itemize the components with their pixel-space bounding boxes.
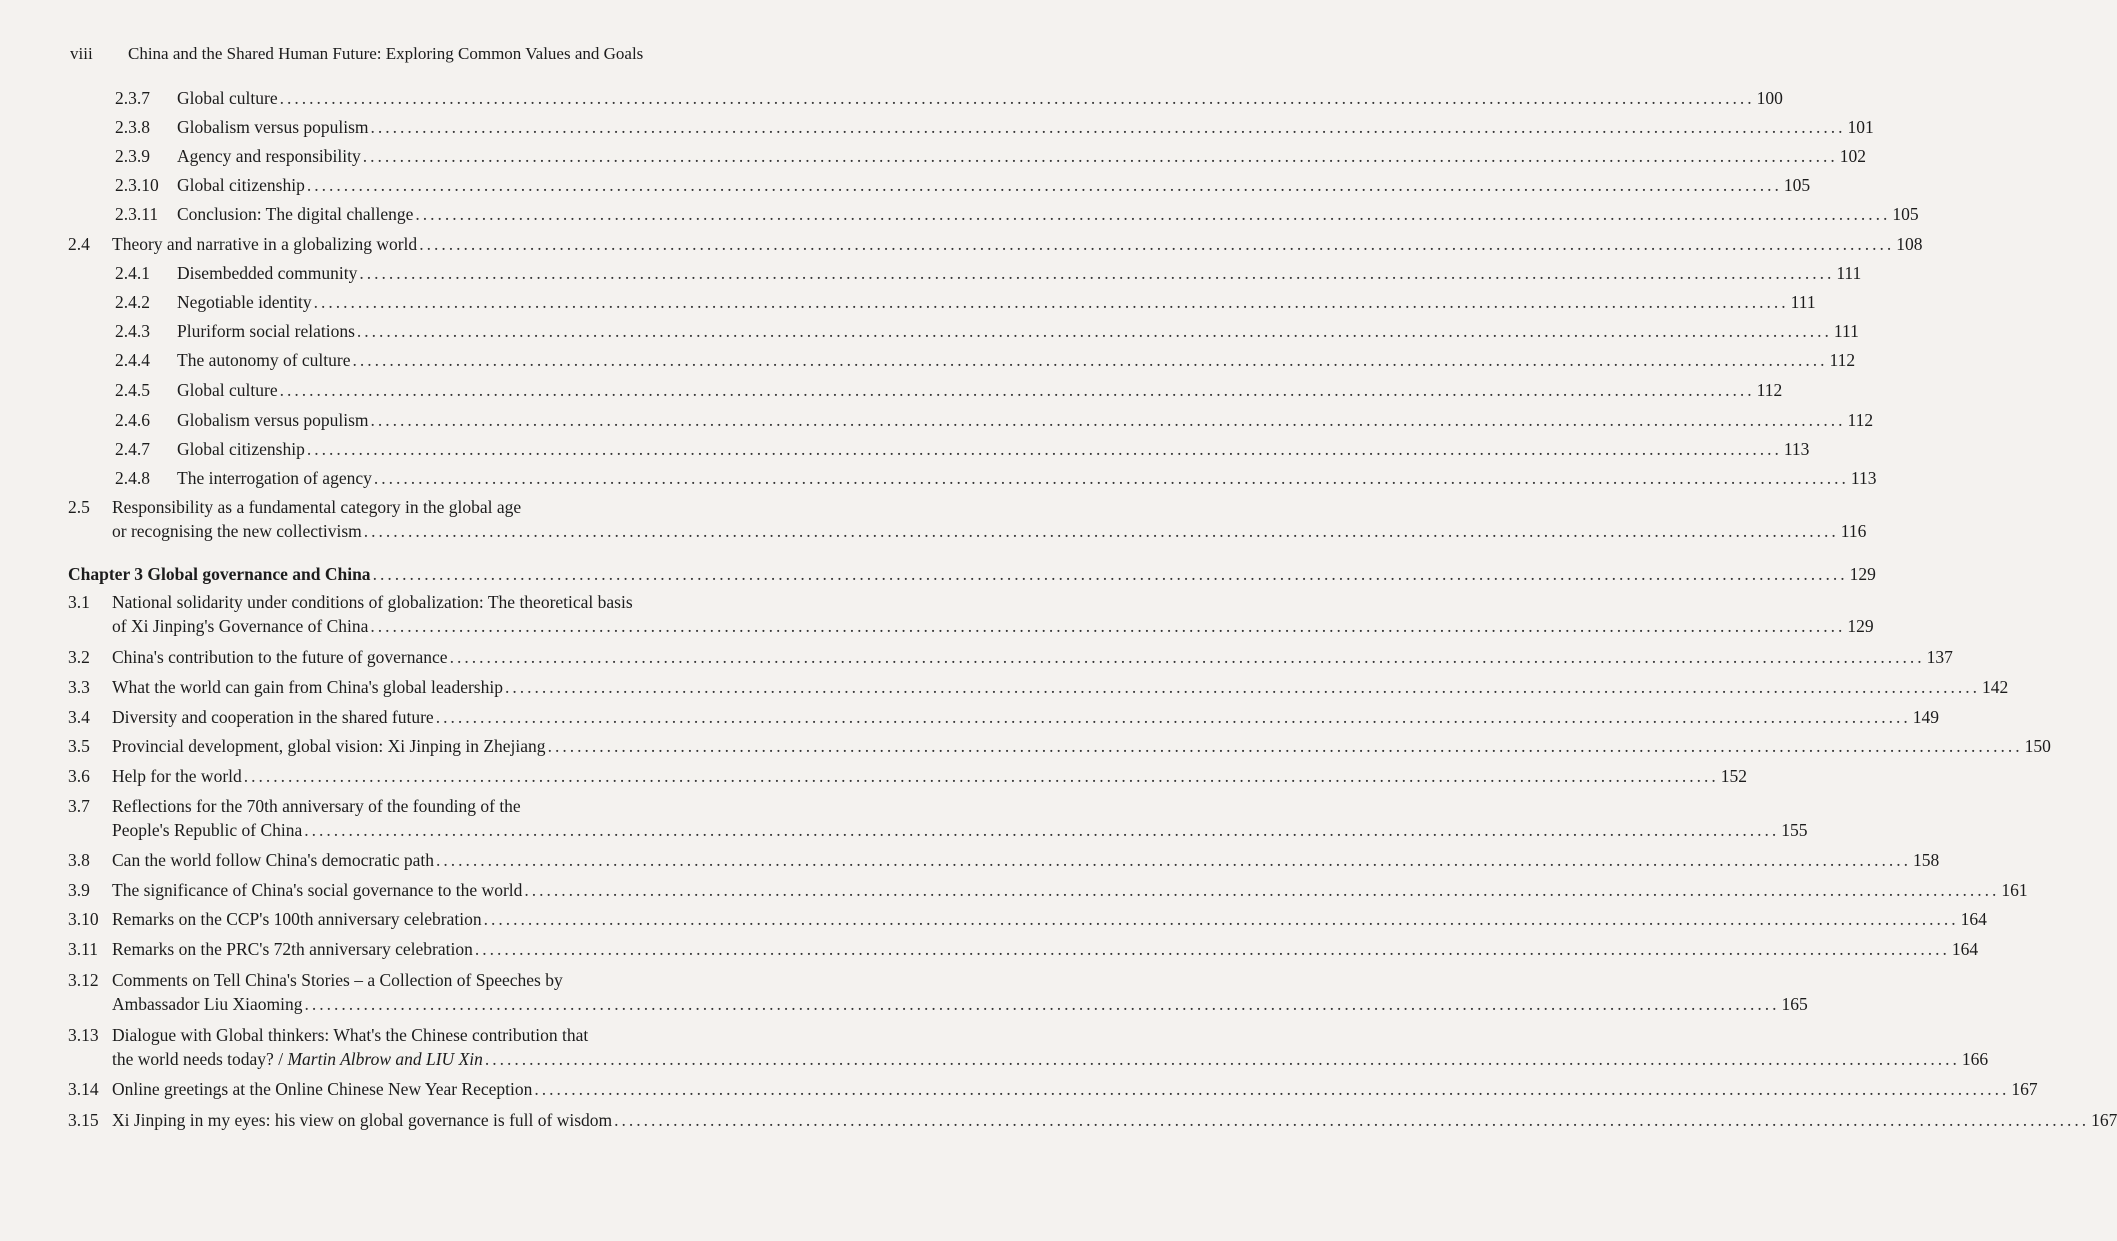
toc-entry-title-continued: of Xi Jinping's Governance of China bbox=[112, 616, 369, 636]
toc-page-number: 167 bbox=[2091, 1110, 2117, 1130]
toc-entry bbox=[0, 764, 1748, 788]
toc-page-number: 111 bbox=[1836, 263, 1862, 283]
leader-dots: ........................................................................................................................................................................................................ bbox=[524, 880, 2000, 900]
toc-entry-number: 2.3.10 bbox=[115, 175, 159, 195]
toc-entry-title: Agency and responsibility bbox=[177, 146, 361, 166]
toc-page-number: 161 bbox=[2001, 880, 2028, 900]
toc-entry-number: 3.12 bbox=[68, 970, 99, 990]
toc-entry bbox=[0, 1077, 2038, 1101]
toc-entry-title: Global culture bbox=[177, 88, 278, 108]
toc-entry-title: Provincial development, global vision: Xi Jinping in Zhejiang bbox=[112, 736, 546, 756]
toc-entry bbox=[0, 907, 1987, 931]
toc-entry-title-continued: the world needs today? / bbox=[112, 1049, 288, 1069]
leader-dots: ........................................................................................................................................................................................................ bbox=[614, 1110, 2090, 1130]
toc-page-number: 108 bbox=[1896, 234, 1923, 254]
toc-entry-number: 2.4.5 bbox=[115, 380, 150, 400]
toc-entry-title: Globalism versus populism bbox=[177, 117, 369, 137]
toc-entry-title: The interrogation of agency bbox=[177, 468, 372, 488]
leader-dots: ........................................................................................................................................................................................................ bbox=[313, 292, 1789, 312]
toc-page-number: 166 bbox=[1961, 1049, 1989, 1069]
toc-entry bbox=[0, 261, 1862, 285]
toc-entry bbox=[0, 794, 1808, 842]
toc-entry bbox=[0, 115, 1874, 139]
toc-page-number: 116 bbox=[1840, 521, 1867, 541]
toc-page-number: 112 bbox=[1847, 410, 1874, 430]
toc-entry bbox=[0, 144, 1866, 168]
toc-entry-title: Globalism versus populism bbox=[177, 410, 369, 430]
toc-entry bbox=[0, 378, 1783, 402]
toc-page-number: 149 bbox=[1912, 707, 1939, 727]
toc-page-number: 142 bbox=[1981, 677, 2009, 697]
toc-entry-number: 3.14 bbox=[68, 1079, 99, 1099]
toc-entry-title: Global citizenship bbox=[177, 439, 305, 459]
leader-dots: ........................................................................................................................................................................................................ bbox=[534, 1079, 2010, 1099]
toc-page-number: 158 bbox=[1912, 850, 1940, 870]
toc-entry bbox=[0, 937, 1979, 961]
toc-entry bbox=[0, 86, 1783, 110]
leader-dots: ........................................................................................................................................................................................................ bbox=[359, 263, 1835, 283]
toc-page-number: 164 bbox=[1960, 909, 1987, 929]
toc-page-number: 102 bbox=[1839, 146, 1866, 166]
leader-dots: ........................................................................................................................................................................................................ bbox=[306, 175, 1782, 195]
toc-entry-title: Online greetings at the Online Chinese New Year Reception bbox=[112, 1079, 533, 1099]
toc-entry-title: Dialogue with Global thinkers: What's the Chinese contribution that bbox=[112, 1025, 589, 1045]
toc-entry bbox=[0, 437, 1810, 461]
toc-entry-title-continued: People's Republic of China bbox=[112, 820, 303, 840]
toc-entry-title-continued: Ambassador Liu Xiaoming bbox=[112, 994, 303, 1014]
toc-entry-number: 3.9 bbox=[68, 880, 90, 900]
toc-entry-number: 3.3 bbox=[68, 677, 90, 697]
leader-dots: ........................................................................................................................................................................................................ bbox=[362, 146, 1838, 166]
leader-dots: ........................................................................................................................................................................................................ bbox=[474, 939, 1950, 959]
leader-dots: ........................................................................................................................................................................................................ bbox=[372, 564, 1848, 584]
leader-dots: ........................................................................................................................................................................................................ bbox=[415, 204, 1891, 224]
leader-dots: ........................................................................................................................................................................................................ bbox=[435, 707, 1911, 727]
leader-dots: ........................................................................................................................................................................................................ bbox=[483, 909, 1959, 929]
toc-entry-number: 3.4 bbox=[68, 707, 90, 727]
leader-dots: ........................................................................................................................................................................................................ bbox=[370, 117, 1846, 137]
toc-entry-title: What the world can gain from China's global leadership bbox=[112, 677, 503, 697]
toc-page-number: 150 bbox=[2024, 736, 2051, 756]
toc-entry-number: 2.4.2 bbox=[115, 292, 150, 312]
toc-entry-title: Global culture bbox=[177, 380, 278, 400]
toc-chapter-heading bbox=[0, 562, 1876, 586]
toc-entry-number: 3.6 bbox=[68, 766, 90, 786]
toc-entry bbox=[0, 348, 1856, 372]
toc-entry-title: National solidarity under conditions of globalization: The theoretical basis bbox=[112, 592, 633, 612]
toc-entry-title: Xi Jinping in my eyes: his view on global governance is full of wisdom bbox=[112, 1110, 613, 1130]
toc-entry-title: Negotiable identity bbox=[177, 292, 312, 312]
toc-page-number: 129 bbox=[1847, 616, 1874, 636]
toc-entry bbox=[0, 202, 1919, 226]
toc-entry-title-continued: or recognising the new collectivism bbox=[112, 521, 362, 541]
leader-dots: ........................................................................................................................................................................................................ bbox=[279, 380, 1755, 400]
leader-dots: ........................................................................................................................................................................................................ bbox=[419, 234, 1895, 254]
toc-entry-number: 2.4.3 bbox=[115, 321, 150, 341]
toc-entry-number: 3.15 bbox=[68, 1110, 99, 1130]
leader-dots: ........................................................................................................................................................................................................ bbox=[504, 677, 1980, 697]
toc-entry bbox=[0, 705, 1939, 729]
toc-entry-title: Remarks on the PRC's 72th anniversary celebration bbox=[112, 939, 473, 959]
leader-dots: ........................................................................................................................................................................................................ bbox=[484, 1049, 1960, 1069]
leader-dots: ........................................................................................................................................................................................................ bbox=[243, 766, 1719, 786]
toc-page-number: 113 bbox=[1850, 468, 1877, 488]
toc-entry-title: The significance of China's social governance to the world bbox=[112, 880, 523, 900]
toc-entry bbox=[0, 878, 2028, 902]
toc-entry-title: Comments on Tell China's Stories – a Collection of Speeches by bbox=[112, 970, 563, 990]
toc-entry-number: 2.3.9 bbox=[115, 146, 150, 166]
leader-dots: ........................................................................................................................................................................................................ bbox=[547, 736, 2023, 756]
toc-entry-number: 3.11 bbox=[68, 939, 98, 959]
toc-entry bbox=[0, 1108, 2117, 1132]
toc-page-number: 129 bbox=[1849, 564, 1876, 584]
toc-entry bbox=[0, 466, 1877, 490]
leader-dots: ........................................................................................................................................................................................................ bbox=[306, 439, 1782, 459]
toc-entry-number: 3.2 bbox=[68, 647, 90, 667]
header-page-number: viii bbox=[70, 44, 93, 63]
toc-entry bbox=[0, 1023, 1989, 1071]
toc-entry-number: 3.5 bbox=[68, 736, 90, 756]
toc-entry-title: Reflections for the 70th anniversary of the founding of the bbox=[112, 796, 521, 816]
toc-page-number: 112 bbox=[1829, 350, 1856, 370]
toc-entry-number: 3.10 bbox=[68, 909, 99, 929]
toc-entry-number: 2.3.11 bbox=[115, 204, 159, 224]
toc-entry-title: Conclusion: The digital challenge bbox=[177, 204, 414, 224]
toc-entry-number: 2.4.6 bbox=[115, 410, 150, 430]
toc-entry-authors: Martin Albrow and LIU Xin bbox=[287, 1049, 483, 1069]
toc-page-number: 101 bbox=[1847, 117, 1874, 137]
toc-entry bbox=[0, 675, 2009, 699]
toc-page-number: 155 bbox=[1781, 820, 1808, 840]
toc-entry-title: Remarks on the CCP's 100th anniversary celebration bbox=[112, 909, 482, 929]
leader-dots: ........................................................................................................................................................................................................ bbox=[370, 616, 1846, 636]
toc-entry-number: 3.7 bbox=[68, 796, 90, 816]
toc-entry bbox=[0, 290, 1816, 314]
toc-page-number: 100 bbox=[1756, 88, 1783, 108]
toc-entry bbox=[0, 173, 1811, 197]
toc-entry bbox=[0, 495, 1867, 543]
toc-page-number: 152 bbox=[1720, 766, 1748, 786]
toc-page-number: 165 bbox=[1781, 994, 1808, 1014]
toc-entry bbox=[0, 848, 1940, 872]
toc-entry-number: 2.4.1 bbox=[115, 263, 150, 283]
toc-entry-number: 2.5 bbox=[68, 497, 90, 517]
leader-dots: ........................................................................................................................................................................................................ bbox=[363, 521, 1839, 541]
header-book-title: China and the Shared Human Future: Exploring Common Values and Goals bbox=[128, 44, 644, 63]
toc-entry bbox=[0, 590, 1874, 638]
chapter-title: Chapter 3 Global governance and China bbox=[68, 564, 371, 584]
toc-entry-number: 3.13 bbox=[68, 1025, 99, 1045]
toc-entry-title: Can the world follow China's democratic path bbox=[112, 850, 434, 870]
toc-page-number: 112 bbox=[1756, 380, 1783, 400]
toc-entry bbox=[0, 232, 1923, 256]
toc-entry-title: Disembedded community bbox=[177, 263, 358, 283]
toc-entry-number: 2.4 bbox=[68, 234, 90, 254]
toc-page-number: 167 bbox=[2011, 1079, 2038, 1099]
toc-entry-title: China's contribution to the future of governance bbox=[112, 647, 448, 667]
toc-entry-number: 2.4.7 bbox=[115, 439, 150, 459]
leader-dots: ........................................................................................................................................................................................................ bbox=[435, 850, 1911, 870]
toc-entry bbox=[0, 734, 2051, 758]
leader-dots: ........................................................................................................................................................................................................ bbox=[370, 410, 1846, 430]
toc-page-number: 113 bbox=[1783, 439, 1810, 459]
toc-entry-title: Help for the world bbox=[112, 766, 242, 786]
toc-entry-number: 3.8 bbox=[68, 850, 90, 870]
running-header bbox=[70, 44, 770, 64]
leader-dots: ........................................................................................................................................................................................................ bbox=[279, 88, 1755, 108]
toc-page-number: 137 bbox=[1926, 647, 1953, 667]
toc-entry bbox=[0, 968, 1808, 1016]
leader-dots: ........................................................................................................................................................................................................ bbox=[352, 350, 1828, 370]
toc-entry-number: 2.4.8 bbox=[115, 468, 150, 488]
toc-entry-title: Theory and narrative in a globalizing world bbox=[112, 234, 418, 254]
toc-entry bbox=[0, 408, 1874, 432]
toc-entry-number: 2.3.8 bbox=[115, 117, 150, 137]
toc-page-number: 111 bbox=[1833, 321, 1859, 341]
toc-entry-number: 3.1 bbox=[68, 592, 90, 612]
toc-page-number: 164 bbox=[1951, 939, 1979, 959]
leader-dots: ........................................................................................................................................................................................................ bbox=[373, 468, 1849, 488]
toc-entry-title: Diversity and cooperation in the shared future bbox=[112, 707, 434, 727]
toc-entry bbox=[0, 645, 1953, 669]
toc-page-number: 105 bbox=[1892, 204, 1919, 224]
toc-entry-title: Global citizenship bbox=[177, 175, 305, 195]
leader-dots: ........................................................................................................................................................................................................ bbox=[304, 820, 1780, 840]
leader-dots: ........................................................................................................................................................................................................ bbox=[304, 994, 1780, 1014]
toc-entry-number: 2.4.4 bbox=[115, 350, 150, 370]
leader-dots: ........................................................................................................................................................................................................ bbox=[449, 647, 1925, 667]
toc-entry bbox=[0, 319, 1859, 343]
toc-page-number: 105 bbox=[1783, 175, 1811, 195]
toc-entry-number: 2.3.7 bbox=[115, 88, 150, 108]
toc-page-number: 111 bbox=[1790, 292, 1816, 312]
toc-entry-title: Pluriform social relations bbox=[177, 321, 355, 341]
toc-entry-title: Responsibility as a fundamental category in the global age bbox=[112, 497, 522, 517]
leader-dots: ........................................................................................................................................................................................................ bbox=[356, 321, 1832, 341]
toc-entry-title: The autonomy of culture bbox=[177, 350, 351, 370]
